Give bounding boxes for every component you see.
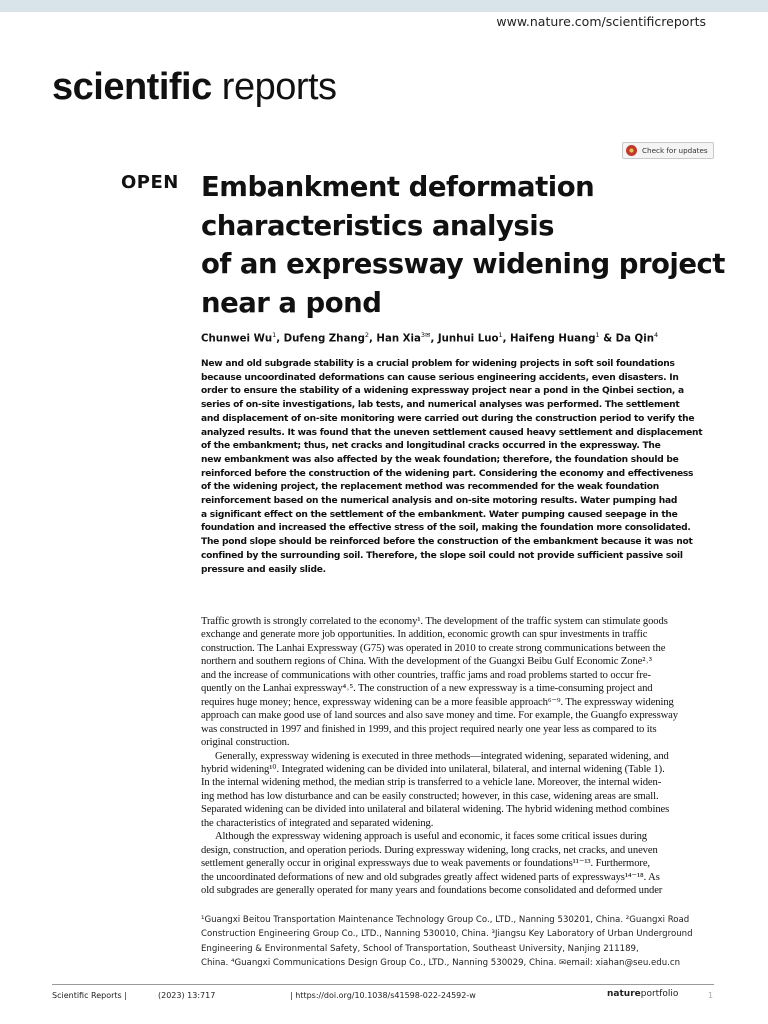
body-line: northern and southern regions of China. With the development of the Guangxi Beibu Gulf Economic Zone²˒³	[201, 656, 652, 668]
body-line: Generally, expressway widening is executed in three methods—integrated widening, separated widening, and	[215, 750, 669, 762]
open-access-label: OPEN	[121, 172, 179, 193]
affiliation-line: ¹Guangxi Beitou Transportation Maintenance Technology Group Co., LTD., Nanning 530201, China. ²Guangxi Road	[201, 915, 690, 925]
affiliation-line: China. ⁴Guangxi Communications Design Group Co., LTD., Nanning 530029, China. ✉email: xiahan@seu.edu.cn	[201, 957, 681, 968]
author-list	[201, 331, 721, 344]
publisher-bold: nature	[607, 989, 641, 999]
body-line: quently on the Lanhai expressway⁴˒⁵. The construction of a new expressway is a time-consuming project and	[201, 683, 653, 695]
abstract-line: analyzed results. It was found that the uneven settlement caused heavy settlement and displacement	[201, 427, 703, 438]
doi-link[interactable]: | https://doi.org/10.1038/s41598-022-24592-w	[290, 991, 476, 1000]
title-line: characteristics analysis	[201, 209, 555, 242]
abstract-line: a significant effect on the settlement of the embankment. Water pumping caused seepage in the	[201, 509, 678, 520]
abstract-line: reinforced before the construction of the widening part. Considering the economy and effectiveness	[201, 468, 694, 479]
body-line: the characteristics of integrated and separated widening.	[201, 817, 434, 829]
abstract-line: The pond slope should be reinforced before the construction of the embankment because it was not	[201, 537, 693, 548]
body-line: construction. The Lanhai Expressway (G75) was operated in 2010 to create strong communications between the	[201, 642, 666, 654]
title-line: Embankment deformation	[201, 171, 595, 203]
footer-volume: (2023) 13:717	[158, 991, 216, 1000]
author-separator: &	[599, 333, 616, 345]
author-affiliation-mark: 4	[653, 331, 659, 339]
nature-portfolio-logo	[607, 989, 678, 999]
body-line: In the internal widening method, the median strip is transferred to a vehicle lane. Moreover, the internal widen-	[201, 777, 662, 789]
author-separator: ,	[276, 333, 284, 345]
abstract-line: of the widening project, the replacement method was recommended for the weak foundation	[201, 482, 660, 493]
body-line: Although the expressway widening approach is useful and economic, it faces some critical issues during	[215, 831, 647, 843]
abstract-line: because uncoordinated deformations can cause serious engineering accidents, even disasters. In	[201, 372, 679, 383]
journal-url-link[interactable]: www.nature.com/scientificreports	[496, 14, 706, 29]
body-line: requires huge money; hence, expressway widening can be a more feasible approach⁶⁻⁹. The expressway widening	[201, 696, 674, 708]
footer-journal: Scientific Reports |	[52, 991, 127, 1000]
affiliation-line: Construction Engineering Group Co., LTD., Nanning 530010, China. ³Jiangsu Key Laboratory of Urban Underground	[201, 929, 693, 940]
body-line: approach can make good use of land sources and also save money and time. For example, the Guangfo expressway	[201, 710, 678, 722]
author-affiliation-mark: 1	[595, 331, 600, 339]
body-line: was constructed in 1997 and finished in 1999, and this project required nearly one year less as compared to its	[201, 723, 657, 735]
body-line: ing method has low disturbance and can be easily constructed; however, in this case, widening areas are small.	[201, 790, 659, 802]
body-text	[201, 615, 717, 898]
body-line: the uncoordinated deformations of new and old subgrades greatly affect widened parts of expressways¹⁴⁻¹⁸. As	[201, 871, 660, 883]
author-separator: ,	[502, 333, 511, 345]
body-line: design, construction, and operation periods. During expressway widening, long cracks, net cracks, and uneven	[201, 844, 658, 856]
abstract-line: new embankment was also affected by the weak foundation; therefore, the foundation should be	[201, 454, 679, 465]
body-line: Separated widening can be divided into unilateral and bilateral widening. The hybrid widening method combines	[201, 804, 670, 816]
body-line: and the increase of communications with other countries, traffic jams and road problems started to occur fre-	[201, 669, 651, 681]
abstract-line: of the embankment; thus, net cracks and longitudinal cracks occurred in the expressway. The	[201, 441, 661, 452]
top-color-bar	[0, 0, 768, 12]
footer-divider	[52, 984, 714, 985]
article-title	[201, 168, 741, 322]
affiliation-line: Engineering & Environmental Safety, School of Transportation, Southeast University, Nanjing 211189,	[201, 943, 639, 954]
check-updates-label: Check for updates	[642, 146, 708, 155]
abstract-line: New and old subgrade stability is a crucial problem for widening projects in soft soil foundations	[201, 359, 675, 369]
body-line: exchange and generate more job opportunities. In addition, economic growth can spur investments in traffic	[201, 629, 648, 641]
abstract	[201, 358, 721, 577]
author-affiliation-mark: 1	[498, 331, 503, 339]
abstract-line: pressure and easily slide.	[201, 564, 326, 575]
author-affiliation-mark: 2	[364, 331, 369, 339]
affiliations	[201, 913, 717, 970]
author-name[interactable]: Haifeng Huang	[510, 333, 596, 345]
author-separator: ,	[430, 333, 438, 345]
check-for-updates-button[interactable]	[622, 142, 714, 159]
abstract-line: series of on-site investigations, lab tests, and numerical analyses was performed. The settlement	[201, 400, 680, 411]
author-name[interactable]: Han Xia	[376, 333, 421, 345]
title-line: near a pond	[201, 286, 382, 319]
author-name[interactable]: Da Qin	[615, 333, 654, 345]
title-line: of an expressway widening project	[201, 248, 725, 280]
body-line: hybrid widening¹⁰. Integrated widening can be divided into unilateral, bilateral, and internal widening (Table 1).	[201, 763, 665, 775]
abstract-line: foundation and increased the effective stress of the soil, making the foundation more consolidated.	[201, 523, 691, 534]
crossmark-icon	[626, 145, 637, 156]
abstract-line: reinforcement based on the numerical analysis and on-site motoring results. Water pumping had	[201, 496, 678, 507]
logo-light-text: reports	[211, 66, 337, 108]
publisher-light: portfolio	[640, 989, 679, 999]
author-affiliation-mark: 3✉	[420, 331, 431, 339]
author-name[interactable]: Junhui Luo	[437, 333, 499, 345]
logo-bold-text: scientific	[52, 66, 212, 108]
journal-logo[interactable]	[52, 62, 337, 112]
body-line: Traffic growth is strongly correlated to the economy¹. The development of the traffic system can stimulate goods	[201, 616, 668, 627]
abstract-line: and displacement of on-site monitoring were carried out during the construction period to verify the	[201, 413, 695, 424]
body-line: original construction.	[201, 737, 290, 749]
body-line: settlement generally occur in original expressways due to weak pavements or foundations¹¹⁻¹³. Furthermore,	[201, 858, 650, 870]
author-name[interactable]: Dufeng Zhang	[283, 333, 365, 345]
abstract-line: confined by the surrounding soil. Therefore, the slope soil could not provide sufficient passive soil	[201, 550, 683, 561]
author-name[interactable]: Chunwei Wu	[201, 333, 273, 345]
author-affiliation-mark: 1	[272, 331, 277, 339]
author-separator: ,	[369, 333, 377, 345]
page-number: 1	[708, 991, 714, 1000]
abstract-line: order to ensure the stability of a widening expressway project near a pond in the Qinbei section, a	[201, 386, 684, 397]
body-line: old subgrades are generally operated for many years and foundations become consolidated and deformed under	[201, 885, 663, 897]
